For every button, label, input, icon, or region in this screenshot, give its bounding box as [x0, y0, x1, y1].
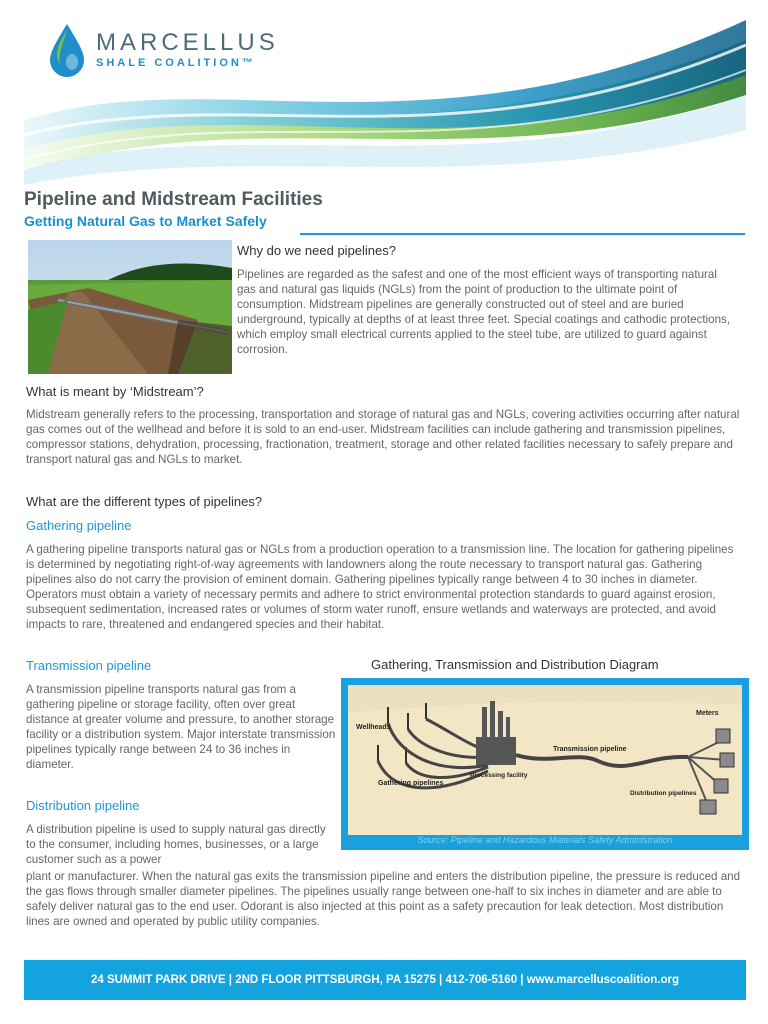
pipeline-diagram	[341, 678, 749, 850]
water-drop-icon	[48, 22, 86, 78]
distribution-body-rest: plant or manufacturer. When the natural gas exits the transmission pipeline and enters the distribution pipeline, the pressure is reduced and the gas flows through smaller diameter pipelines. The pipelines usually range between one-half to six inches in diameter and are able to safely deliver natural gas to the end user. Odorant is also injected at this point as a safety precaution for leak detection. Most distribution lines are owned and operated by public utility companies.	[26, 870, 741, 928]
label-gathering: Gathering pipelines	[378, 780, 444, 787]
page-subtitle: Getting Natural Gas to Market Safely	[24, 213, 267, 229]
distribution-body-top: A distribution pipeline is used to supply natural gas directly to the consumer, including homes, businesses, or a large customer such as a power	[26, 823, 326, 866]
title-rule	[300, 233, 745, 235]
why-body: Pipelines are regarded as the safest and one of the most efficient ways of transporting natural gas and natural gas liquids (NGLs) from the point of production to the ultimate point of consumption. Midstream pipelines are generally constructed out of steel and are buried underground, typically at depths of at least three feet. Special coatings and cathodic protections, which employ small electrical currents applied to the steel tube, are utilized to guard against corrosion.	[237, 268, 731, 356]
label-distribution: Distribution pipelines	[630, 790, 697, 797]
gathering-heading: Gathering pipeline	[26, 518, 132, 533]
pipeline-photo	[28, 240, 232, 374]
diagram-title: Gathering, Transmission and Distribution Diagram	[371, 657, 659, 672]
transmission-body: A transmission pipeline transports natural gas from a gathering pipeline or storage facility, often over great distance at greater volume and pressure, to another storage facility or a distribution system. Major interstate transmission pipelines typically range between 24 to 36 inches in diameter.	[26, 683, 336, 771]
types-heading: What are the different types of pipelines?	[26, 494, 263, 509]
distribution-heading: Distribution pipeline	[26, 798, 140, 813]
why-heading: Why do we need pipelines?	[237, 243, 396, 258]
midstream-heading: What is meant by ‘Midstream’?	[26, 384, 204, 399]
transmission-heading: Transmission pipeline	[26, 658, 152, 673]
brand-name-bottom: SHALE COALITION™	[96, 57, 256, 69]
gathering-body: A gathering pipeline transports natural gas or NGLs from a production operation to a transmission line. The location for gathering pipelines is determined by negotiating right-of-way agreements with landowners along the route necessary to transport natural gas. Gathering pipelines also do not carry the provision of eminent domain. Gathering pipelines typically range between 4 to 30 inches in diameter. Operators must obtain a variety of necessary permits and adhere to strict environmental protection standards to guard against erosion, subsequent sedimentation, increased rates or volumes of storm water runoff, ensure wetlands and waterways are protected, and avoid impacts to rare, threatened and endangered species and their habitat.	[26, 543, 734, 631]
diagram-source: Source: Pipeline and Hazardous Materials Safety Administration	[417, 835, 673, 845]
label-meters: Meters	[696, 710, 719, 717]
label-processing: Processing facility	[470, 772, 528, 779]
label-transmission: Transmission pipeline	[553, 746, 627, 753]
label-wellheads: Wellheads	[356, 724, 391, 731]
header-banner	[0, 0, 768, 185]
page-title: Pipeline and Midstream Facilities	[24, 189, 323, 210]
footer-contact-bar: 24 SUMMIT PARK DRIVE | 2ND FLOOR PITTSBURGH, PA 15275 | 412-706-5160 | www.marcelluscoalition.org	[24, 960, 746, 1000]
brand-logo	[48, 22, 279, 78]
midstream-body: Midstream generally refers to the processing, transportation and storage of natural gas and NGLs, covering activities occurring after natural gas comes out of the wellhead and before it is sold to an end-user. Midstream facilities can include gathering and transmission pipelines, compressor stations, dehydration, processing, fractionation, treatment, storage and other related facilities necessary to safely prepare and transport natural gas and NGLs to market.	[26, 408, 740, 466]
brand-name-top: MARCELLUS	[96, 29, 279, 56]
